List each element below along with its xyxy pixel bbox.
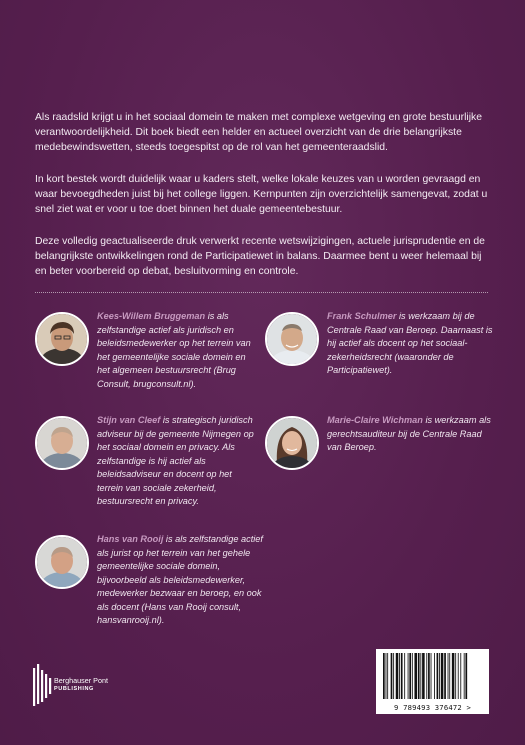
barcode-bar (458, 653, 459, 699)
author-photo-marie-claire-wichman (265, 416, 319, 470)
section-divider (35, 292, 488, 293)
barcode-bar (420, 653, 421, 699)
barcode-bar (387, 653, 388, 699)
barcode-bar (431, 653, 432, 699)
barcode-bar (408, 653, 409, 699)
barcode-bar (393, 653, 394, 699)
barcode-bar (441, 653, 444, 699)
barcode-bar (455, 653, 456, 699)
barcode-bar (464, 653, 465, 699)
barcode-bar (444, 653, 446, 699)
author-name: Stijn van Cleef (97, 415, 161, 425)
barcode-bar (439, 653, 440, 699)
barcode-bar (449, 653, 450, 699)
publisher-sub: PUBLISHING (54, 686, 94, 692)
barcode-bar (428, 653, 430, 699)
author-photo-stijn-van-cleef (35, 416, 89, 470)
author-name: Marie-Claire Wichman (327, 415, 423, 425)
publisher-name: Berghauser Pont (54, 676, 108, 685)
author-bio-marie-claire-wichman (327, 414, 497, 455)
barcode-bar (426, 653, 427, 699)
author-photo-kees-willem-bruggeman (35, 312, 89, 366)
author-photo-frank-schulmer (265, 312, 319, 366)
barcode-bar (412, 653, 413, 699)
publisher-logo-mark-icon (33, 664, 53, 706)
isbn-barcode (376, 649, 489, 714)
author-name: Kees-Willem Bruggeman (97, 311, 206, 321)
barcode-bar (396, 653, 399, 699)
intro-text (35, 110, 495, 296)
author-name: Hans van Rooij (97, 534, 164, 544)
intro-paragraph-3: Deze volledig geactualiseerde druk verwerkt recente wetswijzigingen, actuele jurisprudentie en de belangrijkste ontwikkelingen rond de Participatiewet in balans. Daarmee bent u weer helemaal bij en beter voorbereid op debat, besluitvorming en controle. (35, 236, 485, 277)
barcode-bar (401, 653, 403, 699)
author-bio-frank-schulmer (327, 310, 497, 378)
intro-paragraph-1: Als raadslid krijgt u in het sociaal domein te maken met complexe wetgeving en grote bestuurlijke verantwoordelijkheid. Dit boek biedt een helder en actueel overzicht van de drie belangrijkste medebewindswetten, steeds toegespitst op de rol van het gemeenteraadslid. (35, 112, 483, 153)
author-bio-stijn-van-cleef (97, 414, 257, 509)
author-description: is als zelfstandige actief als juridisch en beleidsmedewerker op het terrein van het gemeentelijke sociale domein en het algemeen bestuursrecht (Brug Consult, brugconsult.nl). (97, 311, 251, 389)
barcode-bar (386, 653, 387, 699)
barcode-bar (409, 653, 411, 699)
author-name: Frank Schulmer (327, 311, 397, 321)
author-bio-kees-willem-bruggeman (97, 310, 257, 391)
barcode-bar (422, 653, 425, 699)
publisher-logo-text (54, 676, 144, 694)
barcode-bar (448, 653, 449, 699)
barcode-digits: 9 789493 376472 > (394, 703, 471, 712)
barcode-bar (404, 653, 405, 699)
author-description: is strategisch juridisch adviseur bij de gemeente Nijmegen op het sociaal domein en privacy. Als zelfstandige is hij actief als beleidsadviseur en docent op het terrein van sociale zekerheid, bestuursrecht en privacy. (97, 415, 254, 506)
barcode-bar (414, 653, 417, 699)
author-description: is werkzaam bij de Centrale Raad van Beroep. Daarnaast is hij actief als docent op het sociaal-zekerheidsrecht (waaronder de Participatiewet). (327, 311, 493, 375)
intro-paragraph-2: In kort bestek wordt duidelijk waar u kaders stelt, welke lokale keuzes van u worden gevraagd en waar bevoegdheden juist bij het college liggen. Kernpunten zijn overzichtelijk samengevat, zodat u snel ziet wat er voor u toe doet binnen het duale gemeentebestuur. (35, 174, 488, 215)
barcode-bar (418, 653, 420, 699)
author-description: is werkzaam als gerechtsauditeur bij de Centrale Raad van Beroep. (327, 415, 491, 452)
author-description: is als zelfstandige actief als jurist op het terrein van het gehele gemeentelijke sociale domein, bijvoorbeeld als beleidsmedewerker, medewerker bezwaar en beroep, en ook als docent (Hans van Rooij consult, hansvanrooij.nl). (97, 534, 263, 625)
barcode-bar (460, 653, 461, 699)
publisher-logo (33, 664, 108, 711)
barcode-bar (383, 653, 385, 699)
barcode-bar (399, 653, 400, 699)
author-bio-hans-van-rooij (97, 533, 267, 628)
barcode-bar (465, 653, 467, 699)
author-photo-hans-van-rooij (35, 535, 89, 589)
barcode-bar (437, 653, 439, 699)
barcode-bar (391, 653, 393, 699)
barcode-bars (376, 651, 489, 703)
barcode-bar (434, 653, 435, 699)
barcode-bar (452, 653, 455, 699)
